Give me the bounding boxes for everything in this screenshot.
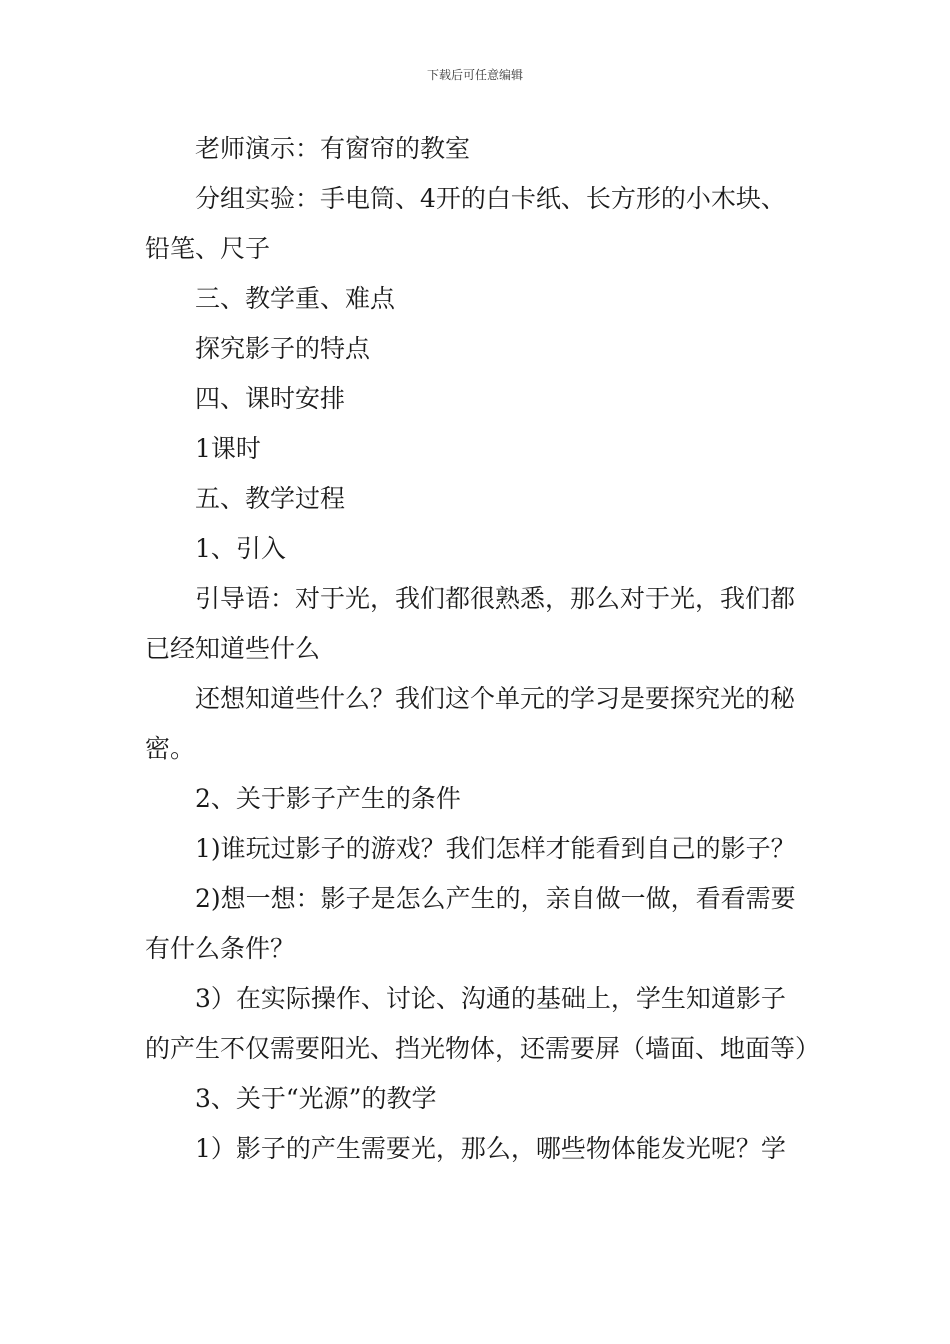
paragraph-item-2: 2)想一想：影子是怎么产生的，亲自做一做，看看需要有什么条件？ [145,884,796,963]
page-header-note: 下载后可任意编辑 [426,68,523,82]
subheading-intro: 1、引入 [195,534,286,563]
paragraph-item-3: 3）在实际操作、讨论、沟通的基础上，学生知道影子的产生不仅需要阳光、挡光物体，还需要屏（墙面、地面等） [145,984,821,1063]
paragraph-schedule: 1课时 [195,434,261,463]
paragraph-light-item-1: 1）影子的产生需要光，那么，哪些物体能发光呢？学 [195,1134,786,1163]
paragraph-guide: 引导语：对于光，我们都很熟悉，那么对于光，我们都已经知道些什么 [145,584,796,663]
document-body [145,124,821,1174]
paragraph-group-experiment: 分组实验：手电筒、4开的白卡纸、长方形的小木块、铅笔、尺子 [145,184,786,263]
subheading-shadow-conditions: 2、关于影子产生的条件 [195,784,461,813]
subheading-light-source: 3、关于“光源”的教学 [195,1084,437,1113]
paragraph-demo: 老师演示：有窗帘的教室 [195,134,471,163]
paragraph-key-points: 探究影子的特点 [195,334,371,363]
paragraph-item-1: 1)谁玩过影子的游戏？我们怎样才能看到自己的影子？ [195,834,796,863]
section-heading-process: 五、教学过程 [195,484,346,513]
section-heading-key-points: 三、教学重、难点 [195,284,396,313]
paragraph-explore: 还想知道些什么？我们这个单元的学习是要探究光的秘密。 [145,684,796,763]
section-heading-schedule: 四、课时安排 [195,384,346,413]
